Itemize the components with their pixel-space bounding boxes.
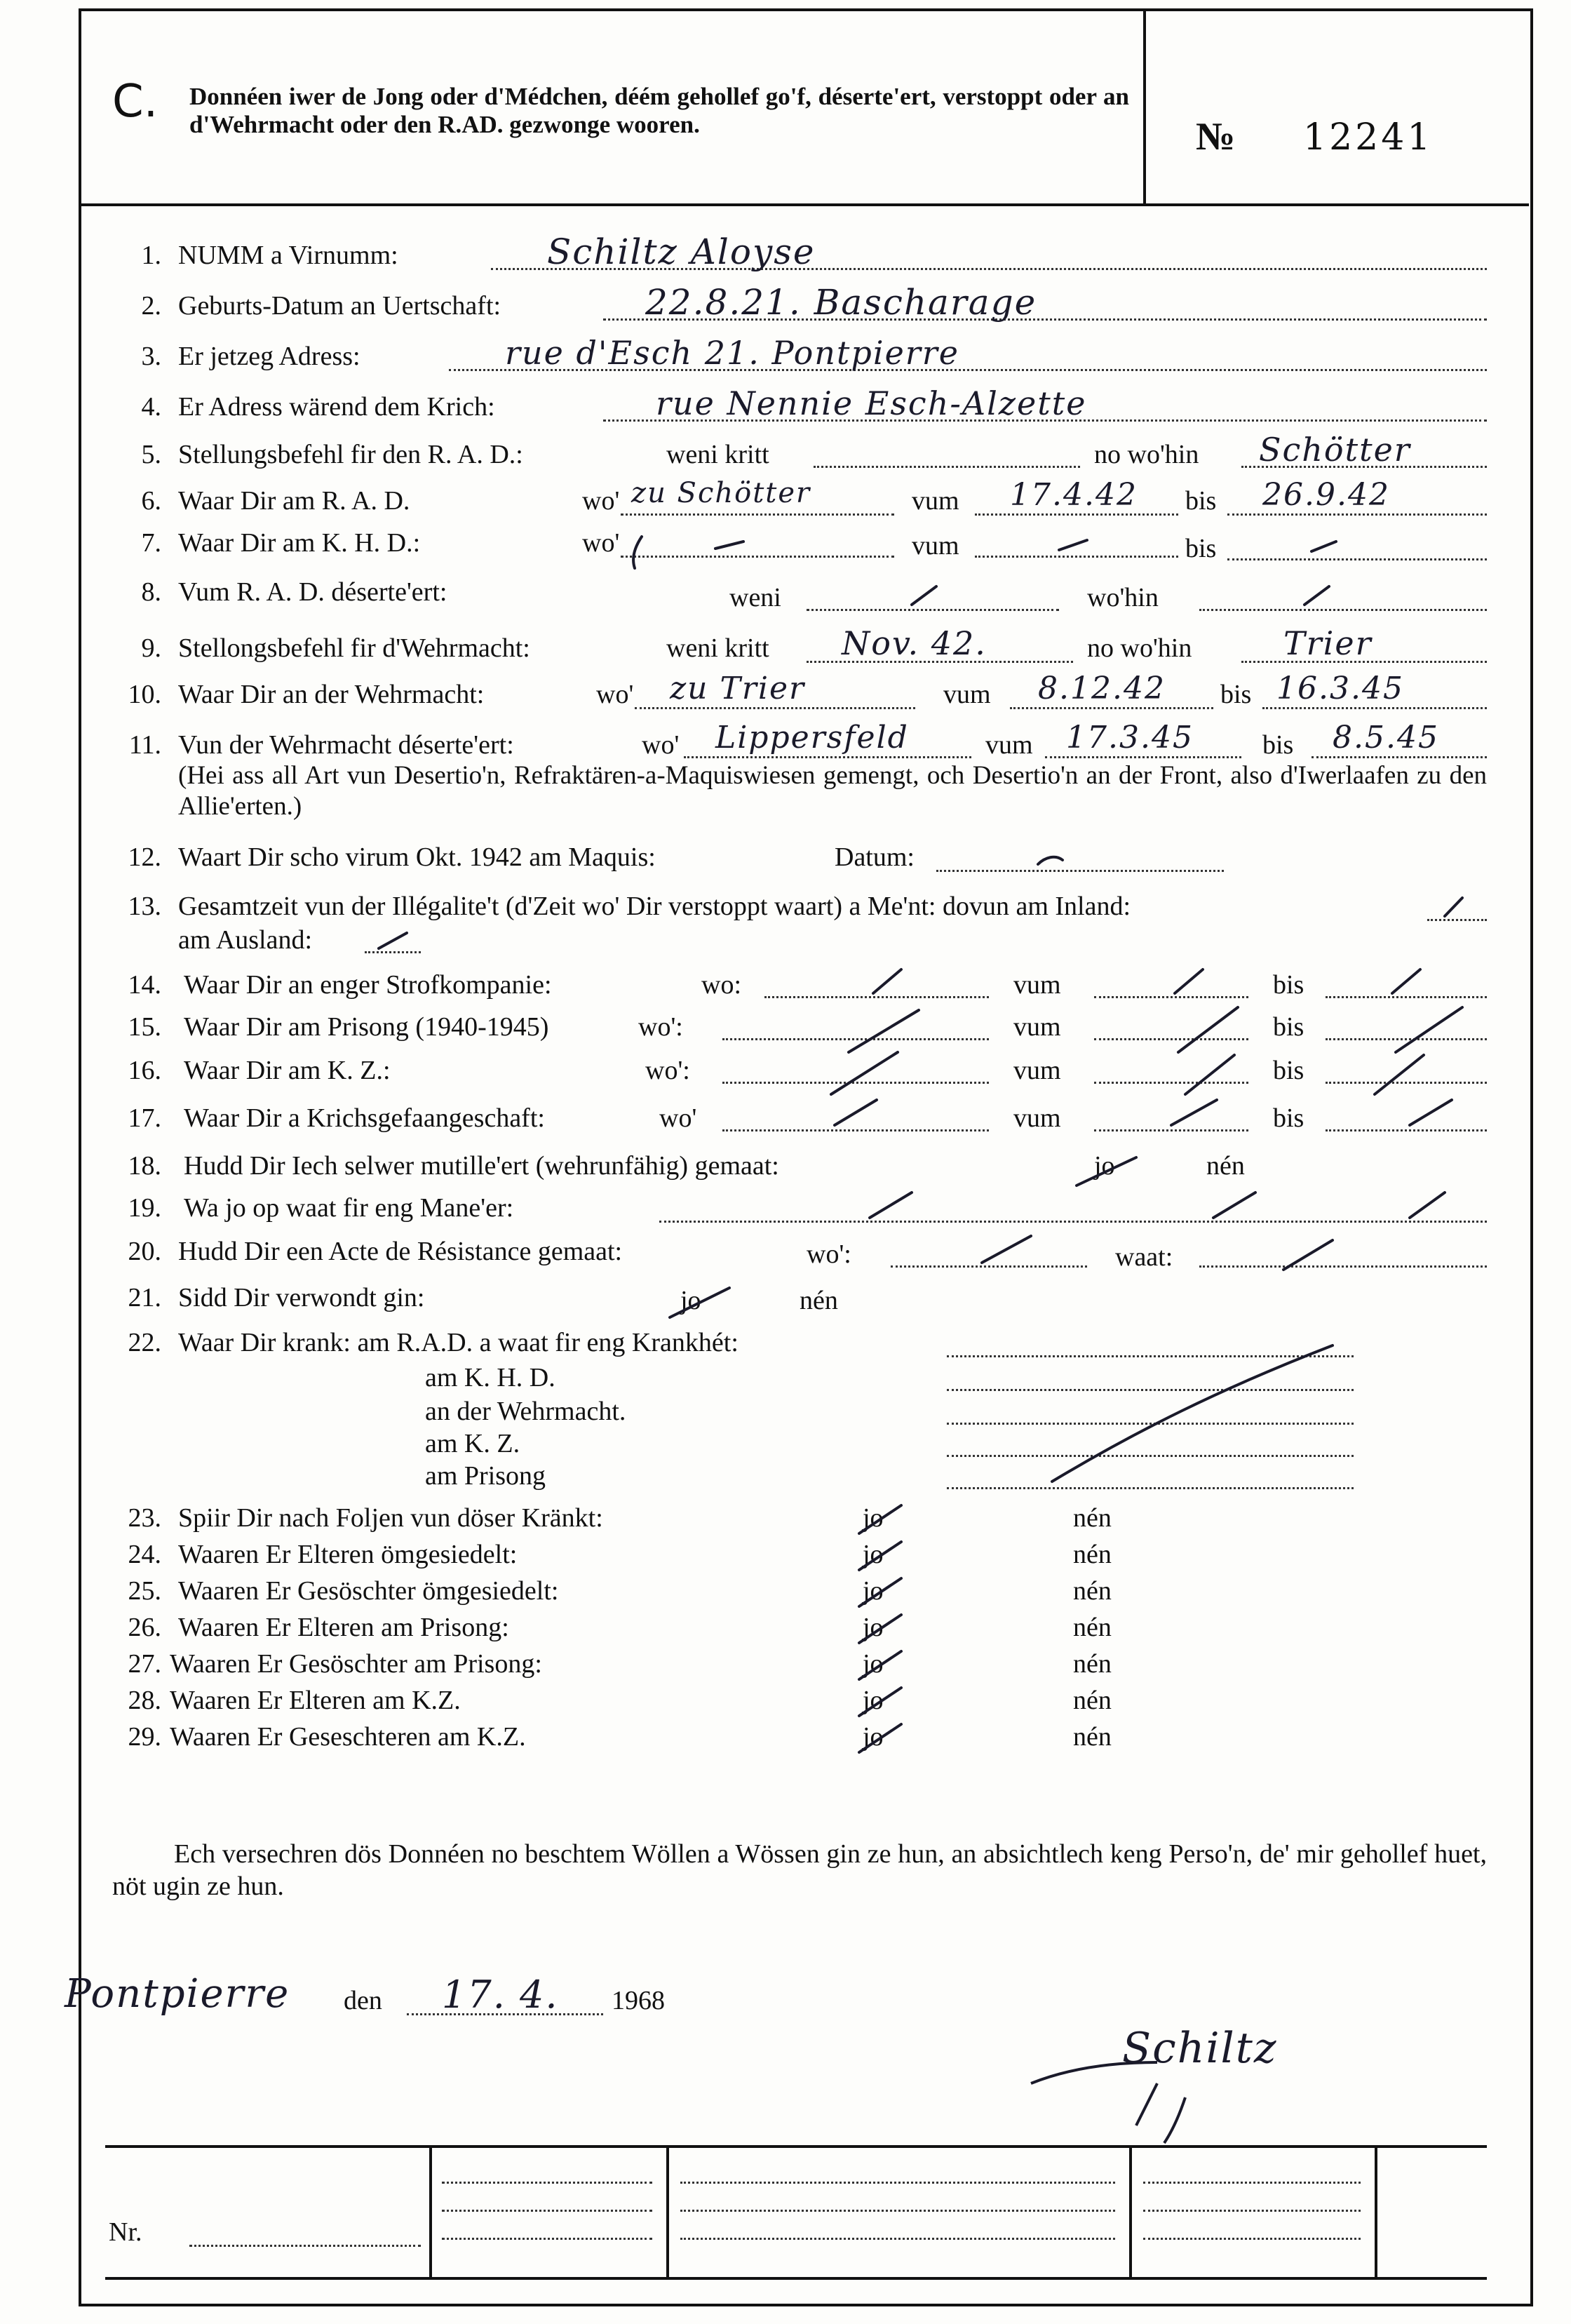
row-17-where-line <box>722 1129 989 1131</box>
row-21-yes: jo <box>680 1286 701 1315</box>
row-5-where-value: Schötter <box>1259 431 1411 469</box>
row-17-from-label: vum <box>1013 1103 1061 1133</box>
row-13-number: 13. <box>128 892 161 921</box>
row-10-to-line <box>1262 707 1487 709</box>
row-11-to-label: bis <box>1262 730 1294 760</box>
row-21-number: 21. <box>128 1283 161 1312</box>
row-14-to-label: bis <box>1273 970 1304 1000</box>
row-15-number: 15. <box>128 1012 161 1042</box>
row-7-number: 7. <box>141 528 161 558</box>
row-3-label: Er jetzeg Adress: <box>178 342 360 371</box>
row-29-number: 29. <box>128 1722 161 1752</box>
row-18-number: 18. <box>128 1151 161 1181</box>
signature: Schiltz <box>1122 2024 1278 2073</box>
row-10-to-label: bis <box>1220 680 1252 709</box>
row-13-label: Gesamtzeit vun der Illégalite't (d'Zeit wo' Dir verstoppt waart) a Me'nt: dovun am Inland: <box>178 892 1131 921</box>
row-24-label: Waaren Er Elteren ömgesiedelt: <box>178 1540 518 1569</box>
footer-divider-4 <box>1375 2145 1377 2278</box>
row-5-number: 5. <box>141 440 161 469</box>
row-7-where-label: wo' <box>582 528 620 558</box>
header-title: Donnéen iwer de Jong oder d'Médchen, déém gehollef go'f, déserte'ert, verstoppt oder an d'Wehrmacht oder den R.AD. gezwonge wooren. <box>189 83 1129 138</box>
row-25-no: nén <box>1073 1576 1112 1606</box>
row-18-yes: jo <box>1094 1151 1115 1181</box>
row-8-label: Vum R. A. D. déserte'ert: <box>178 577 447 607</box>
row-22-line-3 <box>947 1423 1354 1425</box>
row-11-to-line <box>1312 756 1487 758</box>
row-19-label: Wa jo op waat fir eng Mane'er: <box>184 1193 514 1223</box>
row-25-yes: jo <box>863 1576 884 1606</box>
row-6-from-label: vum <box>912 486 959 516</box>
row-11-from-label: vum <box>985 730 1033 760</box>
row-10-where-label: wo' <box>596 680 634 709</box>
row-28-no: nén <box>1073 1686 1112 1715</box>
row-26-number: 26. <box>128 1613 161 1642</box>
row-17-to-line <box>1326 1129 1487 1131</box>
row-8-where-label: wo'hin <box>1087 583 1159 612</box>
row-28-yes: jo <box>863 1686 884 1715</box>
row-14-to-line <box>1326 996 1487 998</box>
row-26-label: Waaren Er Elteren am Prisong: <box>178 1613 509 1642</box>
row-20-where-line <box>891 1265 1087 1268</box>
row-6-from-value: 17.4.42 <box>1010 477 1138 513</box>
row-5-when-label: weni kritt <box>666 440 769 469</box>
row-11-to-value: 8.5.45 <box>1333 720 1439 755</box>
row-15-from-line <box>1094 1038 1248 1040</box>
row-22-line-4 <box>947 1455 1354 1457</box>
row-17-where-label: wo' <box>659 1103 697 1133</box>
row-17-number: 17. <box>128 1103 161 1133</box>
row-12-date-line <box>936 870 1224 872</box>
row-14-from-line <box>1094 996 1248 998</box>
row-27-number: 27. <box>128 1649 161 1679</box>
row-27-no: nén <box>1073 1649 1112 1679</box>
row-8-number: 8. <box>141 577 161 607</box>
row-20-label: Hudd Dir een Acte de Résistance gemaat: <box>178 1237 623 1266</box>
row-13-inland-line <box>1427 919 1487 921</box>
row-16-where-label: wo': <box>645 1056 690 1085</box>
row-26-no: nén <box>1073 1613 1112 1642</box>
footer-divider-2 <box>666 2145 669 2278</box>
row-14-where-line <box>764 996 989 998</box>
row-11-where-value: Lippersfeld <box>715 720 909 755</box>
row-4-label: Er Adress wärend dem Krich: <box>178 392 495 422</box>
row-5-label: Stellungsbefehl fir den R. A. D.: <box>178 440 523 469</box>
section-letter: C. <box>112 76 159 128</box>
row-6-where-line <box>621 513 894 516</box>
row-10-from-line <box>1010 707 1213 709</box>
row-26-yes: jo <box>863 1613 884 1642</box>
row-9-where-label: no wo'hin <box>1087 633 1192 663</box>
row-9-label: Stellongsbefehl fir d'Wehrmacht: <box>178 633 530 663</box>
row-9-when-value: Nov. 42. <box>842 624 987 662</box>
row-10-label: Waar Dir an der Wehrmacht: <box>178 680 485 709</box>
number-label: № <box>1196 115 1236 159</box>
row-13-abroad-line <box>365 951 421 953</box>
row-7-to-line <box>1227 558 1487 560</box>
row-9-where-value: Trier <box>1283 624 1373 662</box>
row-2-number: 2. <box>141 291 161 321</box>
row-29-label: Waaren Er Geseschteren am K.Z. <box>170 1722 526 1752</box>
den-label: den <box>344 1986 382 2015</box>
place-value: Pontpierre <box>65 1971 290 2017</box>
row-23-number: 23. <box>128 1503 161 1533</box>
row-10-where-value: zu Trier <box>670 671 806 706</box>
row-18-no: nén <box>1206 1151 1245 1181</box>
footer-nr-label: Nr. <box>109 2217 142 2247</box>
row-15-where-line <box>722 1038 989 1040</box>
row-11-from-line <box>1045 756 1241 758</box>
row-10-to-value: 16.3.45 <box>1276 671 1404 706</box>
row-1-value: Schiltz Aloyse <box>547 231 816 272</box>
row-1-number: 1. <box>141 241 161 270</box>
row-21-no: nén <box>800 1286 838 1315</box>
row-17-label: Waar Dir a Krichsgefaangeschaft: <box>184 1103 545 1133</box>
row-19-line <box>659 1221 1487 1223</box>
day-month-value: 17. 4. <box>442 1973 559 2017</box>
footer-divider-1 <box>429 2145 432 2278</box>
row-3-number: 3. <box>141 342 161 371</box>
footer-cell-3-line-1 <box>680 2182 1115 2184</box>
row-6-label: Waar Dir am R. A. D. <box>178 486 410 516</box>
row-25-number: 25. <box>128 1576 161 1606</box>
row-22-line-1 <box>947 1355 1354 1357</box>
row-15-to-label: bis <box>1273 1012 1304 1042</box>
row-23-label: Spiir Dir nach Foljen vun döser Kränkt: <box>178 1503 603 1533</box>
row-29-yes: jo <box>863 1722 884 1752</box>
row-22-number: 22. <box>128 1328 161 1357</box>
header-divider <box>1143 10 1146 205</box>
row-22-line-2 <box>947 1389 1354 1391</box>
row-28-number: 28. <box>128 1686 161 1715</box>
row-20-number: 20. <box>128 1237 161 1266</box>
row-7-from-label: vum <box>912 531 959 560</box>
row-8-where-line <box>1199 609 1487 611</box>
row-9-number: 9. <box>141 633 161 663</box>
row-16-from-line <box>1094 1082 1248 1084</box>
row-11-number: 11. <box>128 730 161 760</box>
row-24-no: nén <box>1073 1540 1112 1569</box>
row-6-to-line <box>1227 513 1487 516</box>
row-7-where-line <box>621 556 894 558</box>
row-22-sub-2: an der Wehrmacht. <box>425 1397 626 1426</box>
row-16-to-label: bis <box>1273 1056 1304 1085</box>
row-21-label: Sidd Dir verwondt gin: <box>178 1283 425 1312</box>
row-11-label: Vun der Wehrmacht déserte'ert: <box>178 730 514 760</box>
row-22-sub-1: am K. H. D. <box>425 1363 555 1392</box>
row-16-where-line <box>722 1082 989 1084</box>
row-1-label: NUMM a Virnumm: <box>178 241 398 270</box>
footer-cell-2-line-3 <box>442 2238 652 2240</box>
row-27-label: Waaren Er Gesöschter am Prisong: <box>170 1649 542 1679</box>
footer-cell-3-line-3 <box>680 2238 1115 2240</box>
row-10-from-label: vum <box>943 680 991 709</box>
row-4-value: rue Nennie Esch-Alzette <box>656 384 1087 422</box>
row-20-what-line <box>1199 1265 1487 1268</box>
row-18-label: Hudd Dir Iech selwer mutille'ert (wehrunfähig) gemaat: <box>184 1151 779 1181</box>
row-19-number: 19. <box>128 1193 161 1223</box>
row-4-number: 4. <box>141 392 161 422</box>
row-9-when-label: weni kritt <box>666 633 769 663</box>
footer-divider-3 <box>1129 2145 1132 2278</box>
row-14-number: 14. <box>128 970 161 1000</box>
row-22-label: Waar Dir krank: am R.A.D. a waat fir eng Krankhét: <box>178 1328 739 1357</box>
row-7-from-line <box>975 556 1178 558</box>
row-8-when-line <box>807 609 1059 611</box>
row-3-value: rue d'Esch 21. Pontpierre <box>505 334 959 372</box>
row-27-yes: jo <box>863 1649 884 1679</box>
row-6-from-line <box>975 513 1178 516</box>
row-15-to-line <box>1326 1038 1487 1040</box>
footer-nr-line <box>189 2245 421 2247</box>
footer-cell-3-line-2 <box>680 2210 1115 2212</box>
row-25-label: Waaren Er Gesöschter ömgesiedelt: <box>178 1576 559 1606</box>
row-24-number: 24. <box>128 1540 161 1569</box>
row-16-label: Waar Dir am K. Z.: <box>184 1056 391 1085</box>
signature-tail <box>1136 2083 1185 2143</box>
row-16-from-label: vum <box>1013 1056 1061 1085</box>
row-7-to-label: bis <box>1185 534 1217 563</box>
signature-loop <box>1031 2062 1157 2083</box>
footer-cell-4-line-1 <box>1143 2182 1361 2184</box>
row-12-date-label: Datum: <box>835 842 915 872</box>
row-2-value: 22.8.21. Bascharage <box>645 282 1037 323</box>
row-16-number: 16. <box>128 1056 161 1085</box>
row-28-label: Waaren Er Elteren am K.Z. <box>170 1686 461 1715</box>
row-13-abroad-label: am Ausland: <box>178 925 313 955</box>
row-24-yes: jo <box>863 1540 884 1569</box>
footer-cell-4-line-3 <box>1143 2238 1361 2240</box>
row-11-where-label: wo' <box>642 730 680 760</box>
footer-cell-4-line-2 <box>1143 2210 1361 2212</box>
footer-top-rule <box>105 2145 1487 2148</box>
row-20-what-label: waat: <box>1115 1242 1173 1272</box>
row-15-from-label: vum <box>1013 1012 1061 1042</box>
row-10-from-value: 8.12.42 <box>1038 671 1166 706</box>
row-6-where-label: wo' <box>582 486 620 516</box>
row-15-where-label: wo': <box>638 1012 683 1042</box>
row-29-no: nén <box>1073 1722 1112 1752</box>
row-14-label: Waar Dir an enger Strofkompanie: <box>184 970 552 1000</box>
row-16-to-line <box>1326 1082 1487 1084</box>
signature-flourish <box>1024 2020 1248 2147</box>
row-20-where-label: wo': <box>807 1240 851 1269</box>
row-6-to-label: bis <box>1185 486 1217 516</box>
row-22-sub-3: am K. Z. <box>425 1429 520 1458</box>
row-11-note: (Hei ass all Art vun Desertio'n, Refraktären-a-Maquiswiesen gemengt, och Desertio'n an der Front, also d'Iwerlaafen zu den Allie'erten.) <box>178 761 1487 821</box>
header-bottom-rule <box>80 203 1529 206</box>
row-17-to-label: bis <box>1273 1103 1304 1133</box>
row-8-when-label: weni <box>729 583 781 612</box>
row-23-yes: jo <box>863 1503 884 1533</box>
row-6-where-value: zu Schötter <box>631 477 811 509</box>
row-23-no: nén <box>1073 1503 1112 1533</box>
footer-cell-2-line-1 <box>442 2182 652 2184</box>
declaration: Ech versechren dös Donnéen no beschtem Wöllen a Wössen gin ze hun, an absichtlech keng Perso'n, de' mir gehollef huet, nöt ugin ze hun. <box>112 1839 1487 1901</box>
row-14-where-label: wo: <box>701 970 741 1000</box>
row-10-number: 10. <box>128 680 161 709</box>
row-17-from-line <box>1094 1129 1248 1131</box>
row-10-where-line <box>635 707 915 709</box>
row-2-label: Geburts-Datum an Uertschaft: <box>178 291 501 321</box>
year-label: 1968 <box>612 1986 665 2015</box>
row-11-where-line <box>684 756 971 758</box>
footer-bottom-rule <box>105 2277 1487 2280</box>
row-12-label: Waart Dir scho virum Okt. 1942 am Maquis: <box>178 842 656 872</box>
row-5-when-line <box>814 466 1080 468</box>
footer-cell-2-line-2 <box>442 2210 652 2212</box>
row-6-to-value: 26.9.42 <box>1262 477 1390 513</box>
row-5-where-label: no wo'hin <box>1094 440 1199 469</box>
row-11-from-value: 17.3.45 <box>1066 720 1194 755</box>
row-22-sub-4: am Prisong <box>425 1461 546 1491</box>
row-7-label: Waar Dir am K. H. D.: <box>178 528 421 558</box>
document-number: 12241 <box>1303 116 1434 159</box>
row-14-from-label: vum <box>1013 970 1061 1000</box>
row-6-number: 6. <box>141 486 161 516</box>
row-22-line-5 <box>947 1487 1354 1489</box>
row-15-label: Waar Dir am Prisong (1940-1945) <box>184 1012 549 1042</box>
row-12-number: 12. <box>128 842 161 872</box>
